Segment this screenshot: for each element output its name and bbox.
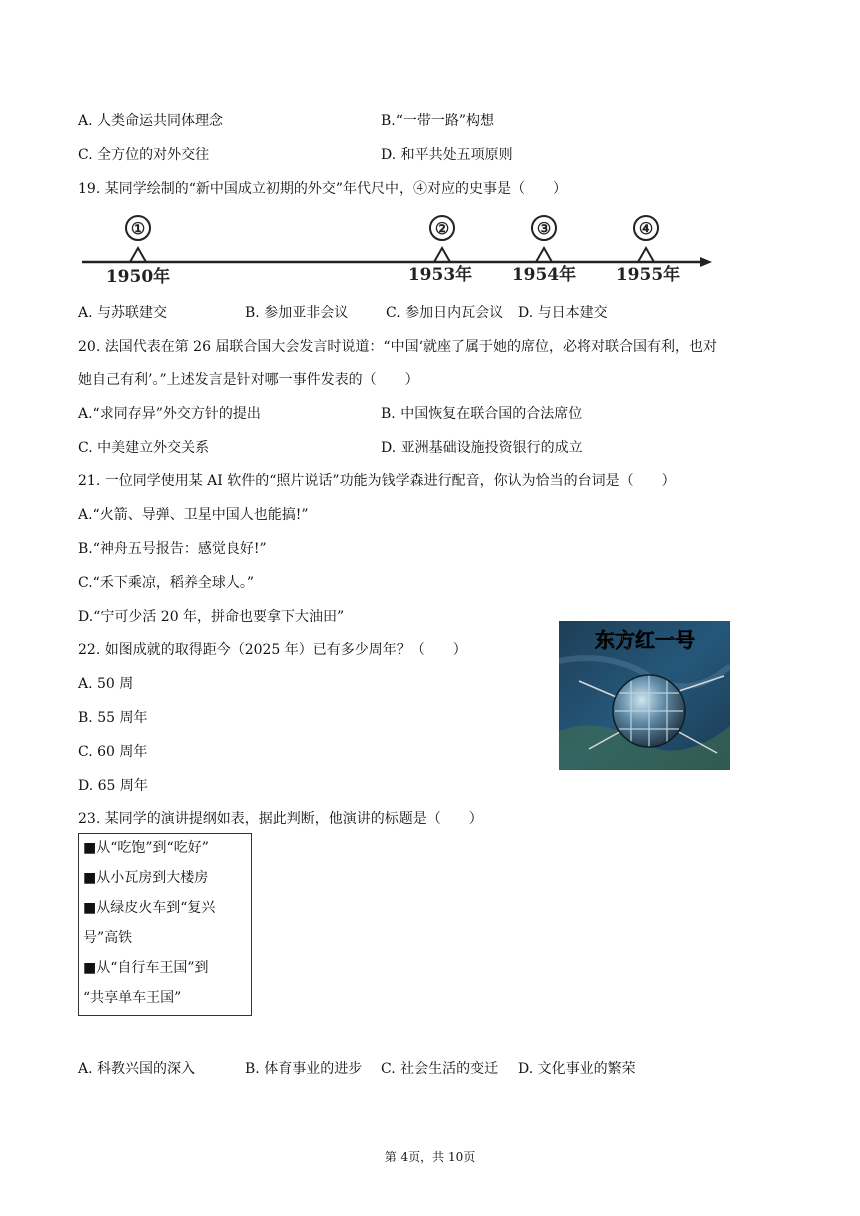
q23-option-b: B. 体育事业的进步 bbox=[245, 1061, 363, 1077]
page-footer: 第 4页，共 10页 bbox=[384, 1150, 476, 1164]
timeline-marker-label: ② bbox=[434, 219, 450, 238]
timeline-marker-2 bbox=[408, 216, 472, 285]
outline-row: 号”高铁 bbox=[83, 930, 133, 946]
q18-option-d: D. 和平共处五项原则 bbox=[381, 147, 513, 163]
q22-option-a: A. 50 周 bbox=[78, 676, 134, 692]
speech-outline-box bbox=[78, 833, 252, 1016]
q21-stem: 21. 一位同学使用某 AI 软件的“照片说话”功能为钱学森进行配音，你认为恰当的台词是（ ） bbox=[78, 473, 676, 489]
timeline-arrow bbox=[700, 257, 712, 267]
timeline-marker-label: ④ bbox=[638, 219, 654, 238]
q20-stem-line1: 20. 法国代表在第 26 届联合国大会发言时说道：“中国‘就座了属于她的席位，必将对联合国有利，也对 bbox=[78, 339, 718, 355]
q19-option-b: B. 参加亚非会议 bbox=[245, 305, 349, 321]
q21-option-b: B.“神舟五号报告：感觉良好!” bbox=[78, 541, 267, 557]
timeline-marker-label: ① bbox=[130, 219, 146, 238]
q22-option-c: C. 60 周年 bbox=[78, 744, 148, 760]
q20-stem-line2: 她自己有利’。”上述发言是针对哪一事件发表的（ ） bbox=[78, 372, 419, 388]
q22-option-d: D. 65 周年 bbox=[78, 778, 148, 794]
timeline-year: 1950年 bbox=[105, 267, 171, 287]
q20-option-a: A.“求同存异”外交方针的提出 bbox=[78, 406, 261, 422]
q19-option-a: A. 与苏联建交 bbox=[78, 305, 168, 321]
q22-option-b: B. 55 周年 bbox=[78, 710, 148, 726]
outline-row: ■从绿皮火车到“复兴 bbox=[83, 900, 216, 916]
outline-row: ■从“自行车王国”到 bbox=[83, 960, 209, 976]
q19-option-c: C. 参加日内瓦会议 bbox=[386, 305, 504, 321]
satellite-photo bbox=[559, 621, 730, 770]
q20-option-d: D. 亚洲基础设施投资银行的成立 bbox=[381, 440, 583, 456]
timeline-year: 1954年 bbox=[511, 265, 577, 285]
outline-row: ■从小瓦房到大楼房 bbox=[83, 870, 209, 886]
q23-option-d: D. 文化事业的繁荣 bbox=[518, 1061, 636, 1077]
q20-option-b: B. 中国恢复在联合国的合法席位 bbox=[381, 406, 583, 422]
q20-option-c: C. 中美建立外交关系 bbox=[78, 440, 210, 456]
q23-option-c: C. 社会生活的变迁 bbox=[381, 1061, 499, 1077]
timeline-figure bbox=[78, 208, 718, 288]
timeline-marker-4 bbox=[616, 216, 680, 285]
q23-stem: 23. 某同学的演讲提纲如表，据此判断，他演讲的标题是（ ） bbox=[78, 811, 483, 827]
q19-stem: 19. 某同学绘制的“新中国成立初期的外交”年代尺中，④对应的史事是（ ） bbox=[78, 181, 568, 197]
timeline-year: 1955年 bbox=[615, 265, 681, 285]
q23-option-a: A. 科教兴国的深入 bbox=[78, 1061, 196, 1077]
timeline-year: 1953年 bbox=[407, 265, 473, 285]
q22-stem: 22. 如图成就的取得距今（2025 年）已有多少周年？（ ） bbox=[78, 642, 467, 658]
q21-option-a: A.“火箭、导弹、卫星中国人也能搞!” bbox=[78, 507, 309, 523]
q18-option-a: A. 人类命运共同体理念 bbox=[78, 113, 224, 129]
q18-option-b: B.“一带一路”构想 bbox=[381, 113, 495, 129]
outline-row: ■从“吃饱”到“吃好” bbox=[83, 840, 209, 856]
timeline-marker-3 bbox=[512, 216, 576, 285]
q19-option-d: D. 与日本建交 bbox=[518, 305, 608, 321]
timeline-marker-label: ③ bbox=[536, 219, 552, 238]
q18-option-c: C. 全方位的对外交往 bbox=[78, 147, 210, 163]
q21-option-c: C.“禾下乘凉，稻养全球人。” bbox=[78, 575, 254, 591]
timeline-marker-1 bbox=[106, 216, 170, 287]
q21-option-d: D.“宁可少活 20 年，拼命也要拿下大油田” bbox=[78, 609, 345, 625]
outline-row: “共享单车王国” bbox=[83, 990, 182, 1006]
satellite-caption: 东方红一号 bbox=[595, 630, 695, 652]
